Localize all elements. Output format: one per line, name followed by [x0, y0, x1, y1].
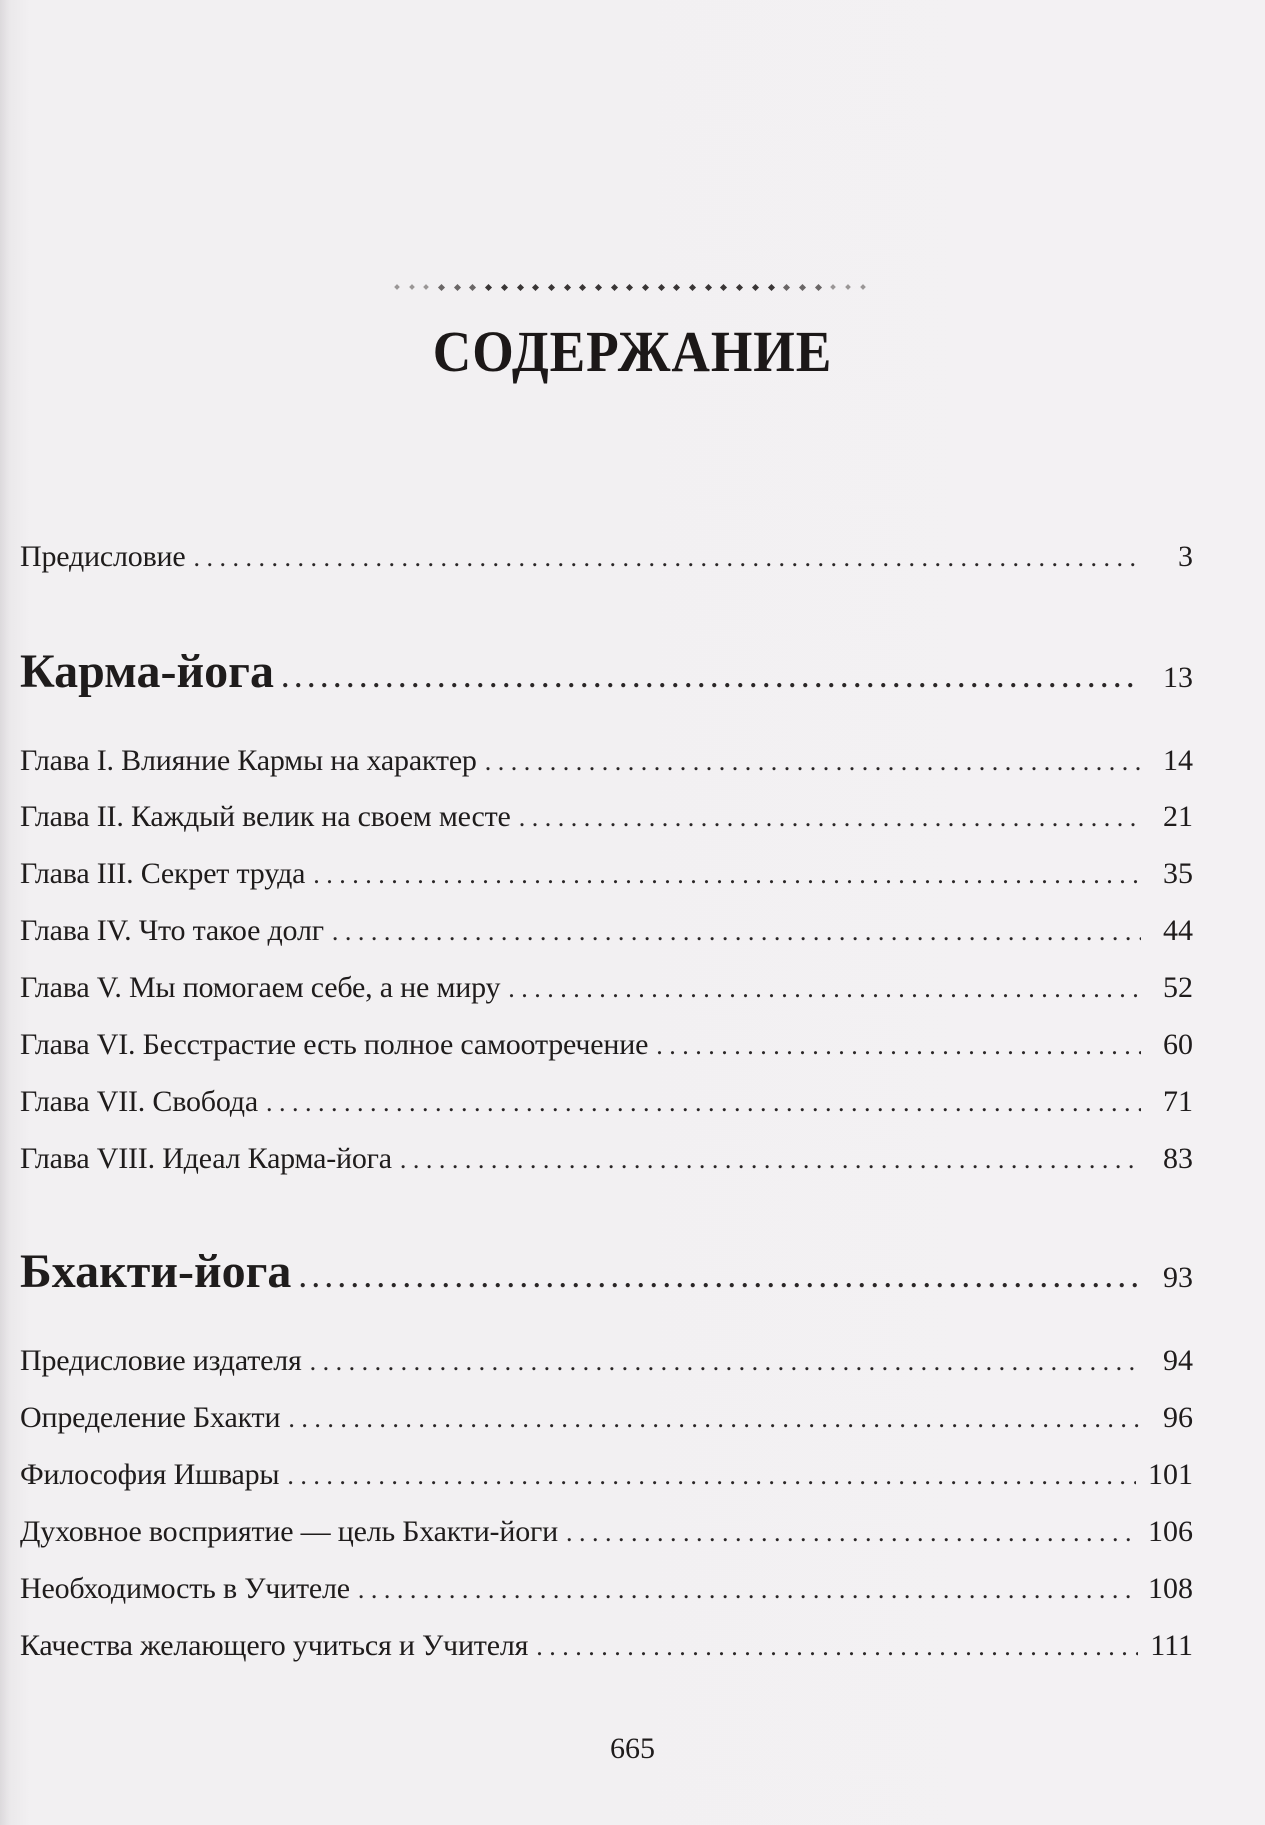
dot-leader [287, 1461, 1136, 1491]
toc-section-bhakti-yoga [20, 1244, 1193, 1299]
toc-entry-page: 71 [1163, 1085, 1193, 1118]
toc-entry-label: Необходимость в Учителе [20, 1572, 350, 1605]
ornament-diamond-icon [752, 283, 759, 290]
toc-entry-label: Глава III. Секрет труда [20, 857, 306, 890]
ornament-diamond-icon [830, 284, 836, 290]
ornament-diamond-icon [516, 283, 523, 290]
toc-section-karma-yoga [20, 644, 1193, 699]
toc-entry [20, 744, 1193, 778]
ornament-diamond-icon [394, 284, 400, 290]
toc-entry-page: 106 [1148, 1515, 1193, 1548]
ornament-diamond-icon [658, 283, 665, 290]
ornament-diamond-icon [454, 283, 461, 290]
toc-entry-page: 94 [1163, 1344, 1193, 1377]
toc-entry-label: Духовное восприятие — цель Бхакти-йоги [20, 1515, 558, 1548]
toc-entry [20, 1085, 1193, 1119]
dot-leader [536, 1632, 1138, 1662]
dot-leader [288, 1404, 1141, 1434]
dot-leader [485, 747, 1141, 777]
dot-leader [310, 1347, 1141, 1377]
ornament-diamond-icon [799, 283, 806, 290]
toc-section-page: 13 [1163, 661, 1193, 694]
toc-entry-label: Качества желающего учиться и Учителя [20, 1629, 529, 1662]
toc-entry-label: Глава VIII. Идеал Карма-йога [20, 1142, 392, 1175]
dot-leader [266, 1088, 1141, 1118]
toc-entry [20, 1142, 1193, 1176]
toc-entry-label: Глава II. Каждый велик на своем месте [20, 800, 511, 833]
toc-entry-page: 96 [1163, 1401, 1193, 1434]
toc-entry-page: 21 [1163, 800, 1193, 833]
ornament-diamond-icon [736, 283, 743, 290]
toc-entry-page: 52 [1163, 971, 1193, 1004]
dot-leader [332, 917, 1141, 947]
ornament-diamond-icon [595, 283, 602, 290]
page-number: 665 [610, 1732, 655, 1765]
toc-entry [20, 1572, 1193, 1606]
toc-entry-label: Глава I. Влияние Кармы на характер [20, 744, 477, 777]
decorative-ornament-rule [395, 282, 865, 292]
toc-entry-page: 111 [1150, 1629, 1193, 1662]
ornament-diamond-icon [438, 283, 445, 290]
toc-entry-page: 44 [1163, 914, 1193, 947]
ornament-diamond-icon [642, 283, 649, 290]
ornament-diamond-icon [767, 283, 774, 290]
toc-entry-label: Глава VII. Свобода [20, 1085, 258, 1118]
toc-entry [20, 1028, 1193, 1062]
toc-entry [20, 971, 1193, 1005]
ornament-diamond-icon [815, 283, 822, 290]
ornament-diamond-icon [860, 284, 866, 290]
toc-entry [20, 857, 1193, 891]
dot-leader [508, 974, 1141, 1004]
toc-entry-label: Глава IV. Что такое долг [20, 914, 324, 947]
dot-leader [282, 664, 1141, 694]
toc-entry-label: Глава VI. Бесстрастие есть полное самоотречение [20, 1028, 649, 1061]
toc-entry [20, 914, 1193, 948]
toc-entry [20, 1344, 1193, 1378]
ornament-diamond-icon [548, 283, 555, 290]
toc-section-title: Бхакти-йога [20, 1245, 292, 1298]
dot-leader [313, 860, 1141, 890]
toc-entry-page: 3 [1178, 540, 1193, 573]
toc-section-page: 93 [1163, 1261, 1193, 1294]
toc-entry-page: 35 [1163, 857, 1193, 890]
ornament-diamond-icon [579, 283, 586, 290]
dot-leader [519, 803, 1141, 833]
toc-entry-label: Предисловие издателя [20, 1344, 302, 1377]
ornament-diamond-icon [532, 283, 539, 290]
toc-entry-label: Глава V. Мы помогаем себе, а не миру [20, 971, 501, 1004]
dot-leader [656, 1031, 1141, 1061]
ornament-diamond-icon [673, 283, 680, 290]
ornament-diamond-icon [501, 283, 508, 290]
toc-entry-label: Определение Бхакти [20, 1401, 281, 1434]
toc-entry [20, 800, 1193, 834]
ornament-diamond-icon [705, 283, 712, 290]
ornament-diamond-icon [469, 283, 476, 290]
toc-entry-label: Философия Ишвары [20, 1458, 280, 1491]
toc-entry [20, 1458, 1193, 1492]
page-title: СОДЕРЖАНИЕ [432, 319, 833, 384]
dot-leader [194, 543, 1141, 573]
toc-entry-page: 101 [1148, 1458, 1193, 1491]
ornament-diamond-icon [626, 283, 633, 290]
toc-entry-preface [20, 540, 1193, 574]
ornament-diamond-icon [409, 284, 415, 290]
ornament-diamond-icon [689, 283, 696, 290]
ornament-diamond-icon [611, 283, 618, 290]
toc-entry-page: 14 [1163, 744, 1193, 777]
toc-entry [20, 1515, 1193, 1549]
dot-leader [299, 1264, 1141, 1294]
dot-leader [400, 1145, 1141, 1175]
ornament-diamond-icon [485, 283, 492, 290]
toc-entry-page: 108 [1148, 1572, 1193, 1605]
toc-entry [20, 1401, 1193, 1435]
ornament-diamond-icon [845, 284, 851, 290]
dot-leader [358, 1575, 1136, 1605]
dot-leader [566, 1518, 1136, 1548]
toc-entry-page: 83 [1163, 1142, 1193, 1175]
toc-section-title: Карма-йога [20, 645, 274, 698]
ornament-diamond-icon [783, 283, 790, 290]
ornament-diamond-icon [720, 283, 727, 290]
ornament-diamond-icon [424, 284, 430, 290]
ornament-diamond-icon [564, 283, 571, 290]
toc-entry-label: Предисловие [20, 540, 186, 573]
toc-entry-page: 60 [1163, 1028, 1193, 1061]
toc-entry [20, 1629, 1193, 1663]
